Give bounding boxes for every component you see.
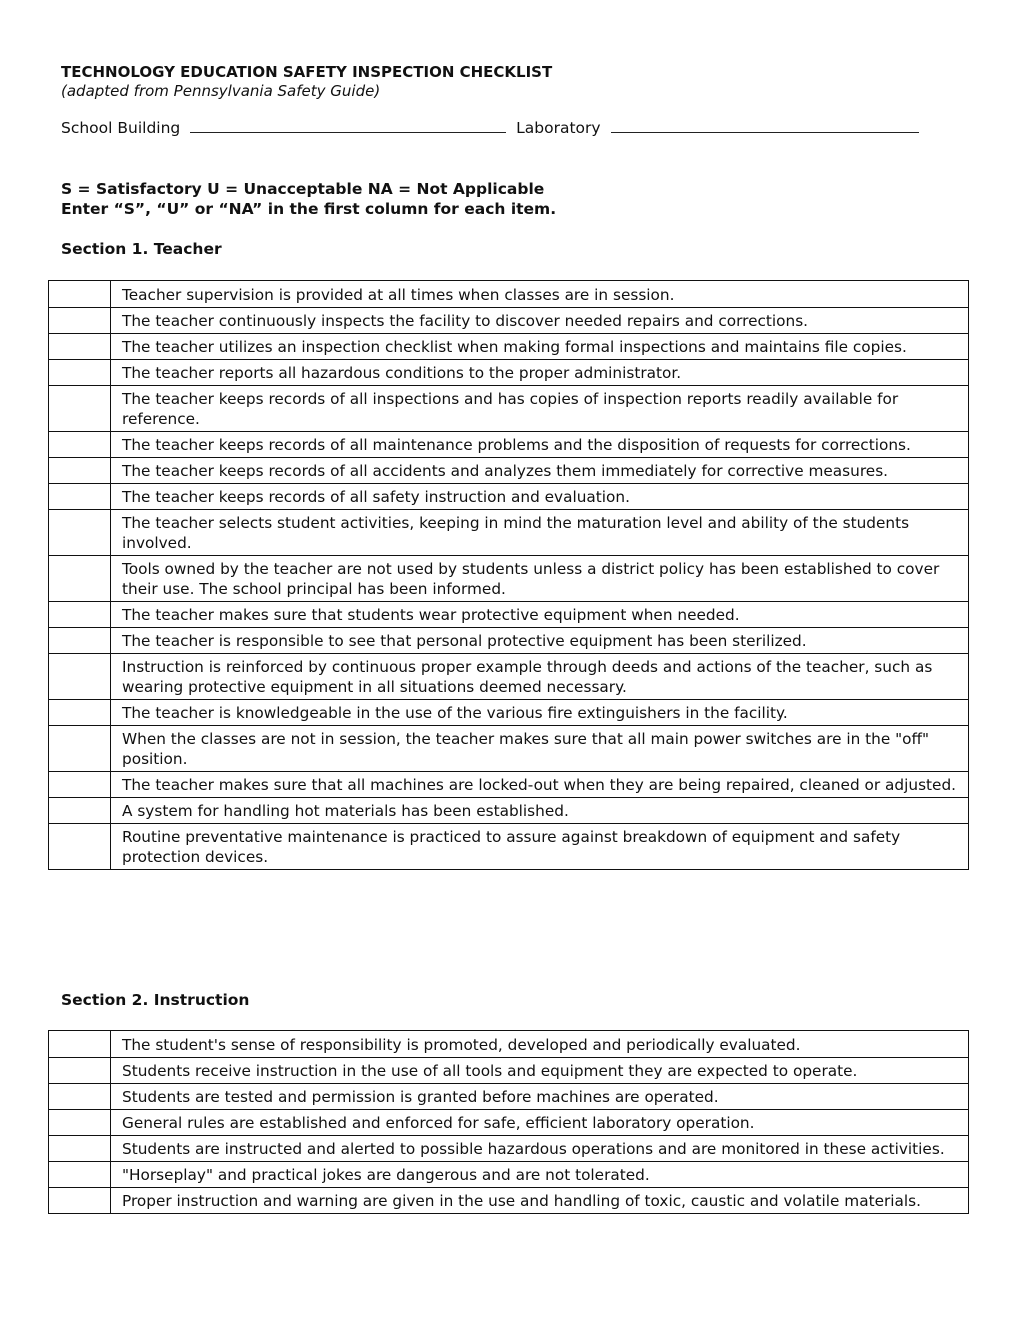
checklist-item-text: The teacher is knowledgeable in the use of the various fire extinguishers in the facility. — [111, 700, 969, 726]
checklist-item-text: The teacher reports all hazardous conditions to the proper administrator. — [111, 360, 969, 386]
checklist-row — [49, 726, 969, 772]
rating-cell[interactable] — [49, 458, 111, 484]
checklist-item-text: The teacher keeps records of all safety instruction and evaluation. — [111, 484, 969, 510]
checklist-row — [49, 1084, 969, 1110]
school-building-label: School Building — [61, 119, 181, 137]
section-1-table — [48, 280, 969, 870]
checklist-row — [49, 654, 969, 700]
checklist-item-text: General rules are established and enforced for safe, efficient laboratory operation. — [111, 1110, 969, 1136]
checklist-item-text: Proper instruction and warning are given in the use and handling of toxic, caustic and volatile materials. — [111, 1188, 969, 1214]
checklist-item-text: A system for handling hot materials has been established. — [111, 798, 969, 824]
rating-cell[interactable] — [49, 360, 111, 386]
checklist-item-text: Teacher supervision is provided at all times when classes are in session. — [111, 281, 969, 308]
rating-cell[interactable] — [49, 1084, 111, 1110]
checklist-row — [49, 458, 969, 484]
rating-cell[interactable] — [49, 602, 111, 628]
school-building-field[interactable] — [190, 118, 506, 133]
rating-cell[interactable] — [49, 484, 111, 510]
rating-cell[interactable] — [49, 1031, 111, 1058]
rating-cell[interactable] — [49, 556, 111, 602]
checklist-row — [49, 1136, 969, 1162]
checklist-item-text: The teacher keeps records of all maintenance problems and the disposition of requests for corrections. — [111, 432, 969, 458]
laboratory-field[interactable] — [611, 118, 919, 133]
checklist-row — [49, 628, 969, 654]
checklist-row — [49, 510, 969, 556]
checklist-row — [49, 308, 969, 334]
rating-cell[interactable] — [49, 432, 111, 458]
section-1-title: Section 1. Teacher — [61, 240, 222, 258]
checklist-item-text: Tools owned by the teacher are not used by students unless a district policy has been established to cover their use. The school principal has been informed. — [111, 556, 969, 602]
checklist-item-text: The teacher makes sure that all machines are locked-out when they are being repaired, cleaned or adjusted. — [111, 772, 969, 798]
checklist-row — [49, 281, 969, 308]
checklist-item-text: Students are tested and permission is granted before machines are operated. — [111, 1084, 969, 1110]
rating-cell[interactable] — [49, 654, 111, 700]
rating-cell[interactable] — [49, 1188, 111, 1214]
checklist-item-text: Instruction is reinforced by continuous proper example through deeds and actions of the teacher, such as wearing protective equipment in all situations deemed necessary. — [111, 654, 969, 700]
rating-instructions: Enter “S”, “U” or “NA” in the first column for each item. — [61, 200, 557, 218]
checklist-item-text: The teacher keeps records of all inspections and has copies of inspection reports readily available for reference. — [111, 386, 969, 432]
section-2-table — [48, 1030, 969, 1214]
checklist-row — [49, 700, 969, 726]
header-fields — [61, 118, 919, 137]
rating-cell[interactable] — [49, 1110, 111, 1136]
checklist-item-text: Students are instructed and alerted to possible hazardous operations and are monitored in these activities. — [111, 1136, 969, 1162]
checklist-item-text: "Horseplay" and practical jokes are dangerous and are not tolerated. — [111, 1162, 969, 1188]
rating-cell[interactable] — [49, 1162, 111, 1188]
checklist-item-text: The teacher makes sure that students wear protective equipment when needed. — [111, 602, 969, 628]
rating-cell[interactable] — [49, 386, 111, 432]
rating-cell[interactable] — [49, 334, 111, 360]
checklist-item-text: When the classes are not in session, the teacher makes sure that all main power switches are in the "off" position. — [111, 726, 969, 772]
rating-cell[interactable] — [49, 510, 111, 556]
section-2-title: Section 2. Instruction — [61, 991, 250, 1009]
checklist-item-text: The teacher is responsible to see that personal protective equipment has been sterilized. — [111, 628, 969, 654]
checklist-item-text: Routine preventative maintenance is practiced to assure against breakdown of equipment and safety protection devices. — [111, 824, 969, 870]
document-subtitle: (adapted from Pennsylvania Safety Guide) — [61, 82, 381, 100]
rating-cell[interactable] — [49, 726, 111, 772]
checklist-item-text: The student's sense of responsibility is promoted, developed and periodically evaluated. — [111, 1031, 969, 1058]
rating-cell[interactable] — [49, 1136, 111, 1162]
checklist-row — [49, 1162, 969, 1188]
rating-cell[interactable] — [49, 281, 111, 308]
checklist-item-text: The teacher continuously inspects the facility to discover needed repairs and corrections. — [111, 308, 969, 334]
checklist-row — [49, 772, 969, 798]
rating-legend: S = Satisfactory U = Unacceptable NA = Not Applicable — [61, 180, 545, 198]
rating-cell[interactable] — [49, 700, 111, 726]
checklist-row — [49, 386, 969, 432]
rating-cell[interactable] — [49, 824, 111, 870]
rating-cell[interactable] — [49, 308, 111, 334]
checklist-item-text: The teacher keeps records of all accidents and analyzes them immediately for corrective measures. — [111, 458, 969, 484]
checklist-item-text: The teacher utilizes an inspection checklist when making formal inspections and maintains file copies. — [111, 334, 969, 360]
checklist-row — [49, 1188, 969, 1214]
checklist-row — [49, 1031, 969, 1058]
laboratory-label: Laboratory — [516, 119, 601, 137]
checklist-row — [49, 432, 969, 458]
checklist-item-text: The teacher selects student activities, keeping in mind the maturation level and ability of the students involved. — [111, 510, 969, 556]
checklist-row — [49, 360, 969, 386]
rating-cell[interactable] — [49, 798, 111, 824]
checklist-row — [49, 798, 969, 824]
checklist-item-text: Students receive instruction in the use of all tools and equipment they are expected to operate. — [111, 1058, 969, 1084]
checklist-row — [49, 1058, 969, 1084]
checklist-row — [49, 484, 969, 510]
document-title: TECHNOLOGY EDUCATION SAFETY INSPECTION CHECKLIST — [61, 63, 553, 81]
rating-cell[interactable] — [49, 628, 111, 654]
checklist-row — [49, 556, 969, 602]
checklist-row — [49, 1110, 969, 1136]
checklist-row — [49, 602, 969, 628]
rating-cell[interactable] — [49, 1058, 111, 1084]
checklist-row — [49, 334, 969, 360]
rating-cell[interactable] — [49, 772, 111, 798]
checklist-row — [49, 824, 969, 870]
